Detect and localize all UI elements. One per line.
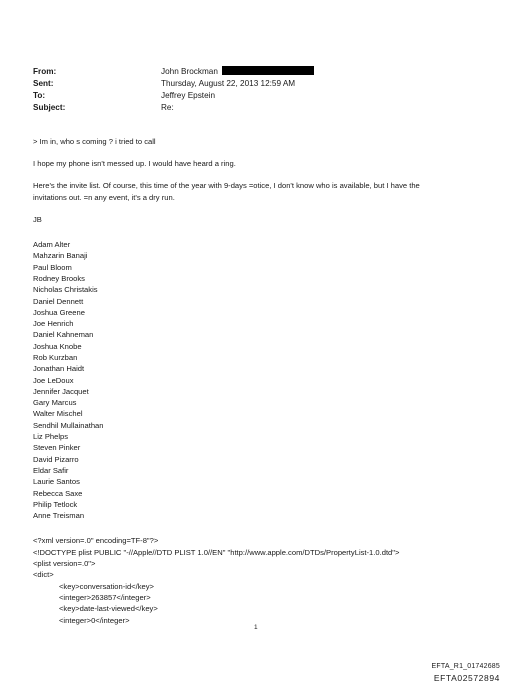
subject-label: Subject: — [33, 103, 66, 112]
from-label: From: — [33, 67, 57, 76]
page-number: 1 — [254, 624, 258, 631]
list-item: Liz Phelps — [33, 432, 69, 442]
xml-line: <!DOCTYPE plist PUBLIC "-//Apple//DTD PLIST 1.0//EN" "http://www.apple.com/DTDs/PropertyList-1.0.dtd"> — [33, 547, 400, 557]
list-item: Joe LeDoux — [33, 375, 74, 385]
list-item: Eldar Safir — [33, 465, 69, 475]
list-item: Mahzarin Banaji — [33, 251, 88, 261]
body-line: Here's the invite list. Of course, this time of the year with 9-days =otice, I don't know who is available, but I have the — [33, 181, 420, 191]
xml-line: <integer>0</integer> — [59, 615, 130, 625]
list-item: Sendhil Mullainathan — [33, 420, 104, 430]
list-item: Philip Tetlock — [33, 499, 78, 509]
document-id-small: EFTA_R1_01742685 — [431, 663, 500, 670]
list-item: Laurie Santos — [33, 477, 80, 487]
to-label: To: — [33, 91, 46, 100]
list-item: Steven Pinker — [33, 443, 81, 453]
sent-row — [33, 78, 473, 90]
list-item: Walter Mischel — [33, 409, 83, 419]
from-value — [161, 66, 473, 78]
document-id-large: EFTA02572894 — [433, 673, 500, 683]
list-item: Jonathan Haidt — [33, 364, 85, 374]
list-item: Jennifer Jacquet — [33, 386, 89, 396]
invite-list — [33, 239, 479, 521]
list-item: David Pizarro — [33, 454, 79, 464]
to-row — [33, 90, 473, 102]
list-item: Paul Bloom — [33, 262, 72, 272]
subject-value: Re: — [161, 103, 174, 112]
xml-line: <?xml version=.0" encoding=TF-8"?> — [33, 536, 159, 546]
email-header — [33, 66, 473, 114]
xml-line: <dict> — [33, 570, 54, 580]
sent-value: Thursday, August 22, 2013 12:59 AM — [161, 79, 296, 88]
list-item: Joshua Knobe — [33, 341, 82, 351]
quoted-line: > Im in, who s coming ? i tried to call — [33, 137, 156, 146]
list-item: Daniel Dennett — [33, 296, 84, 306]
list-item: Daniel Kahneman — [33, 330, 94, 340]
xml-line: <key>date-last-viewed</key> — [59, 604, 158, 614]
list-item: Gary Marcus — [33, 398, 77, 408]
sent-label: Sent: — [33, 79, 54, 88]
list-item: Adam Alter — [33, 240, 71, 250]
subject-row — [33, 102, 473, 114]
to-value: Jeffrey Epstein — [161, 91, 216, 100]
body-line: invitations out. =n any event, it's a dry run. — [33, 192, 175, 202]
xml-line: <plist version=.0"> — [33, 559, 96, 569]
from-name: John Brockman — [161, 67, 218, 76]
xml-line: <key>conversation-id</key> — [59, 581, 154, 591]
list-item: Nicholas Christakis — [33, 285, 98, 295]
signature: JB — [33, 214, 42, 224]
from-row — [33, 66, 473, 78]
body-line: I hope my phone isn't messed up. I would have heard a ring. — [33, 159, 236, 169]
redaction-bar — [222, 66, 314, 75]
list-item: Rebecca Saxe — [33, 488, 83, 498]
xml-line: <integer>263857</integer> — [59, 592, 151, 602]
xml-block — [33, 535, 479, 625]
list-item: Anne Treisman — [33, 511, 85, 521]
list-item: Joe Henrich — [33, 319, 74, 329]
email-body — [33, 136, 479, 626]
list-item: Rodney Brooks — [33, 273, 85, 283]
list-item: Rob Kurzban — [33, 352, 78, 362]
list-item: Joshua Greene — [33, 307, 85, 317]
